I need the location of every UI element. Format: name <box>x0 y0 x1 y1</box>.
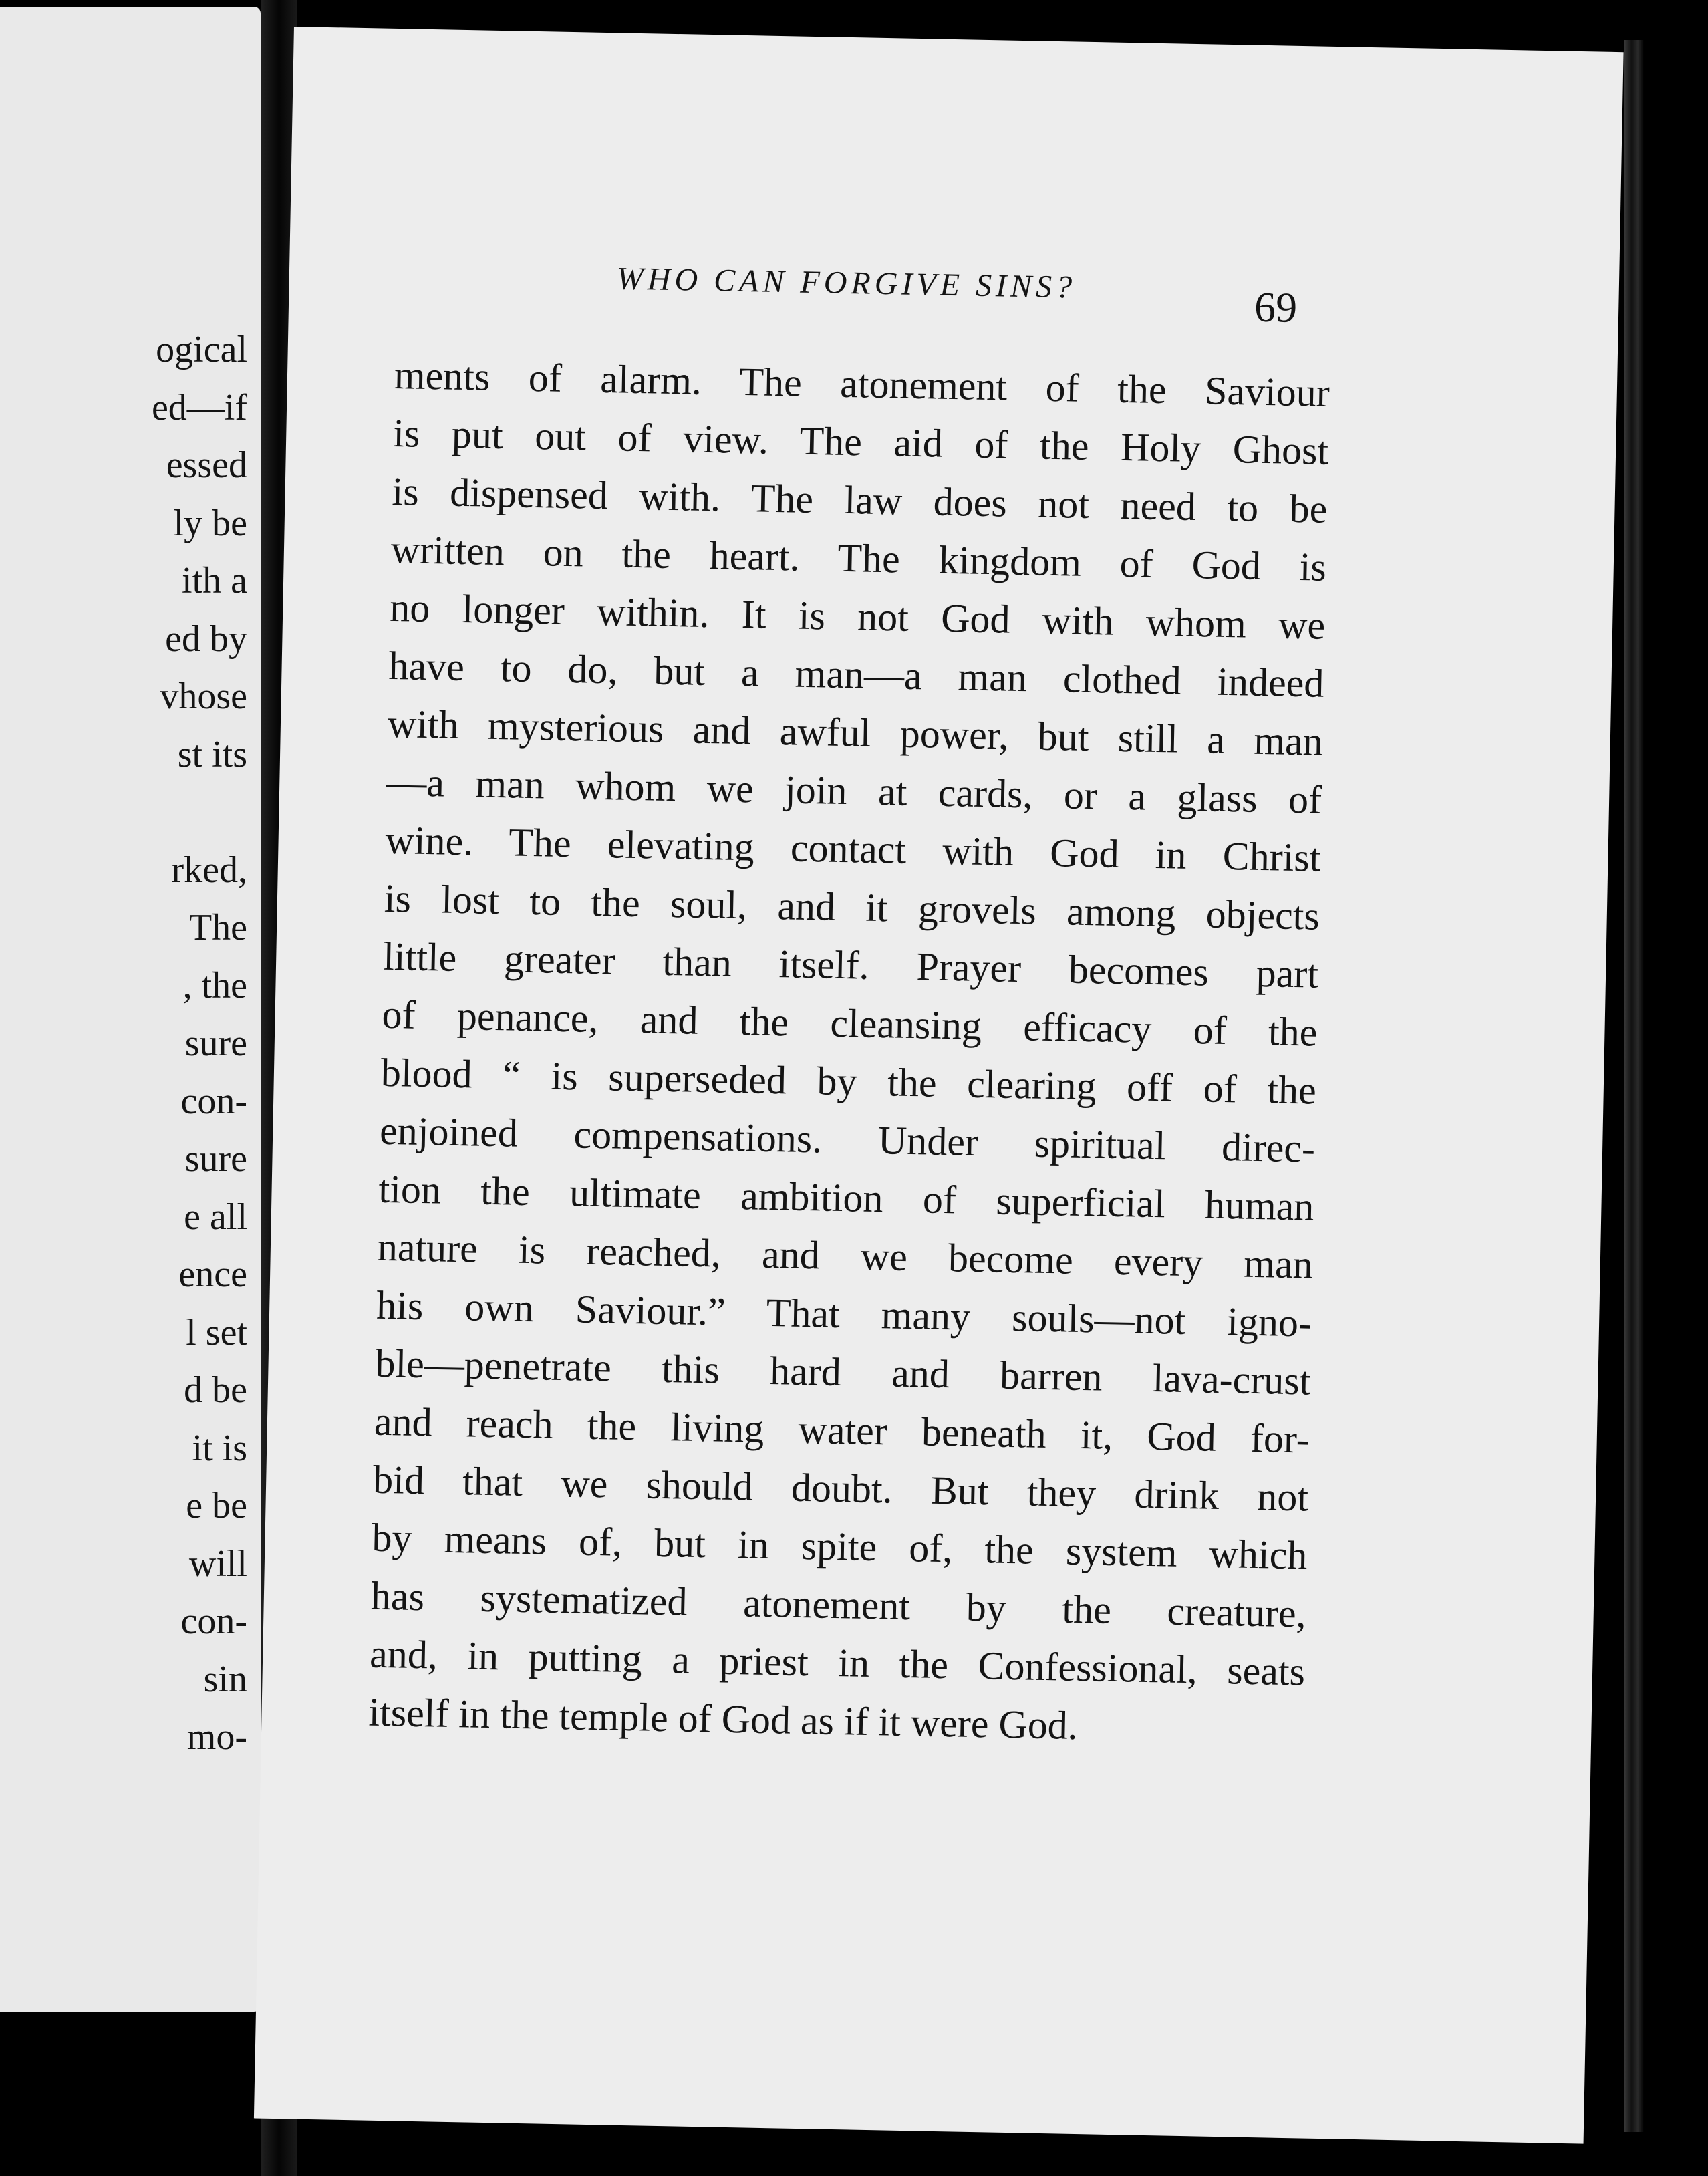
text-line: enjoined compensations. Under spiritual direc- <box>379 1108 1316 1171</box>
text-line: of penance, and the cleansing efficacy of the <box>382 992 1318 1055</box>
text-line: by means of, but in spite of, the system which <box>371 1515 1308 1578</box>
left-line: ogical <box>156 329 247 370</box>
left-line: ed by <box>165 618 247 660</box>
left-line: mo- <box>186 1716 247 1758</box>
left-line: e all <box>184 1196 247 1238</box>
text-line: have to do, but a man—a man clothed indeed <box>388 643 1325 706</box>
left-page-text <box>152 321 247 1766</box>
text-line: is dispensed with. The law does not need to be <box>392 468 1328 531</box>
text-line: bid that we should doubt. But they drink not <box>372 1457 1309 1520</box>
left-line: st its <box>177 733 247 775</box>
text-line: has systematized atonement by the creature, <box>370 1573 1307 1636</box>
left-line: sin <box>203 1658 247 1700</box>
left-line: sure <box>184 1023 247 1064</box>
text-line: —a man whom we join at cards, or a glass of <box>386 759 1322 822</box>
left-line: d be <box>184 1369 247 1411</box>
left-line: l set <box>186 1311 247 1353</box>
text-line: blood “ is superseded by the clearing off of the <box>380 1050 1317 1113</box>
page-number: 69 <box>1254 283 1298 331</box>
left-line: rked, <box>171 849 247 891</box>
left-line: con- <box>180 1080 247 1122</box>
right-page <box>254 27 1624 2144</box>
text-line: is put out of view. The aid of the Holy Ghost <box>392 410 1329 473</box>
left-line <box>152 783 247 841</box>
text-line: is lost to the soul, and it grovels among objects <box>384 875 1320 938</box>
text-line: with mysterious and awful power, but still a man <box>387 701 1324 764</box>
text-line: ble—penetrate this hard and barren lava-crust <box>374 1341 1312 1403</box>
left-line: ith a <box>182 560 247 601</box>
text-line: and reach the living water beneath it, God for- <box>374 1399 1310 1462</box>
left-line: essed <box>166 444 247 486</box>
left-line: it is <box>192 1427 247 1469</box>
left-line: ly be <box>173 502 247 544</box>
left-line: ence <box>178 1254 247 1295</box>
text-line: his own Saviour.” That many souls—not igno- <box>376 1282 1312 1345</box>
text-line: no longer within. It is not God with whom we <box>389 585 1326 648</box>
body-text <box>368 346 1330 1759</box>
text-line: ments of alarm. The atonement of the Saviour <box>394 352 1330 415</box>
page-edge <box>1624 40 1644 2132</box>
text-line: tion the ultimate ambition of superficial human <box>378 1166 1315 1229</box>
left-line: con- <box>180 1601 247 1642</box>
left-line: vhose <box>160 676 247 717</box>
running-head: WHO CAN FORGIVE SINS? <box>616 261 1077 305</box>
left-line: e be <box>186 1485 247 1526</box>
text-line: and, in putting a priest in the Confessional, seats <box>369 1631 1306 1694</box>
text-line: little greater than itself. Prayer becomes part <box>382 934 1319 996</box>
left-line: The <box>188 907 247 948</box>
text-line: written on the heart. The kingdom of God is <box>390 527 1327 589</box>
text-line: itself in the temple of God as if it were God. <box>368 1689 1079 1748</box>
left-line: sure <box>184 1138 247 1180</box>
left-line: ed—if <box>151 386 247 428</box>
left-page <box>0 7 261 2012</box>
text-line: wine. The elevating contact with God in Christ <box>385 817 1322 880</box>
left-line: will <box>188 1542 247 1585</box>
text-line: nature is reached, and we become every man <box>377 1224 1314 1287</box>
left-line: , the <box>182 964 247 1006</box>
